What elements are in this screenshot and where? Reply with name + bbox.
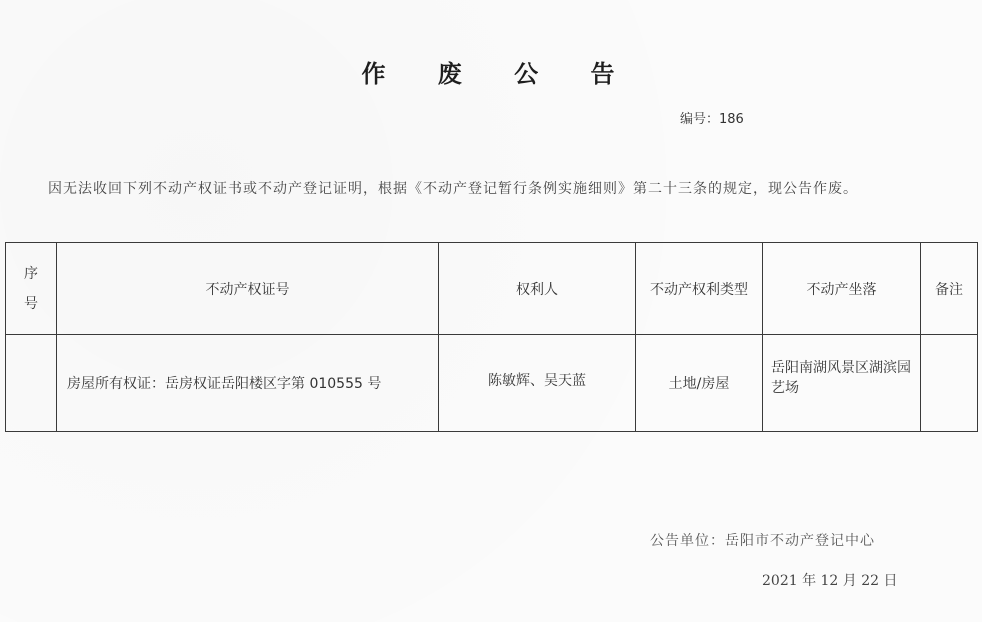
- header-location: 不动产坐落: [763, 243, 921, 335]
- page-title: 作 废 公 告: [361, 60, 637, 88]
- cell-owner: 陈敏辉、吴天蓝: [439, 335, 636, 432]
- header-no-line2: 号: [24, 295, 38, 312]
- cell-type: 土地/房屋: [636, 335, 763, 432]
- intro-paragraph: 因无法收回下列不动产权证书或不动产登记证明，根据《不动产登记暂行条例实施细则》第二十三条的规定，现公告作废。: [48, 181, 858, 197]
- serial-label: 编号：: [680, 112, 720, 127]
- header-cert: 不动产权证号: [57, 243, 439, 335]
- table-header-row: [6, 243, 978, 335]
- table-row: [6, 335, 978, 432]
- issue-date: 2021 年 12 月 22 日: [762, 573, 898, 589]
- void-records-table: [5, 242, 978, 432]
- serial-number: [680, 108, 744, 127]
- header-no: [6, 243, 57, 335]
- serial-value: 186: [719, 112, 744, 127]
- header-owner: 权利人: [439, 243, 636, 335]
- cell-no: [6, 335, 57, 432]
- header-type: 不动产权利类型: [636, 243, 763, 335]
- header-no-line1: 序: [24, 265, 38, 282]
- header-note: 备注: [921, 243, 978, 335]
- cell-location: 岳阳南湖风景区湖滨园艺场: [763, 335, 921, 432]
- issuer-line: 公告单位：岳阳市不动产登记中心: [650, 533, 875, 549]
- cell-note: [921, 335, 978, 432]
- cell-cert: 房屋所有权证：岳房权证岳阳楼区字第 010555 号: [57, 335, 439, 432]
